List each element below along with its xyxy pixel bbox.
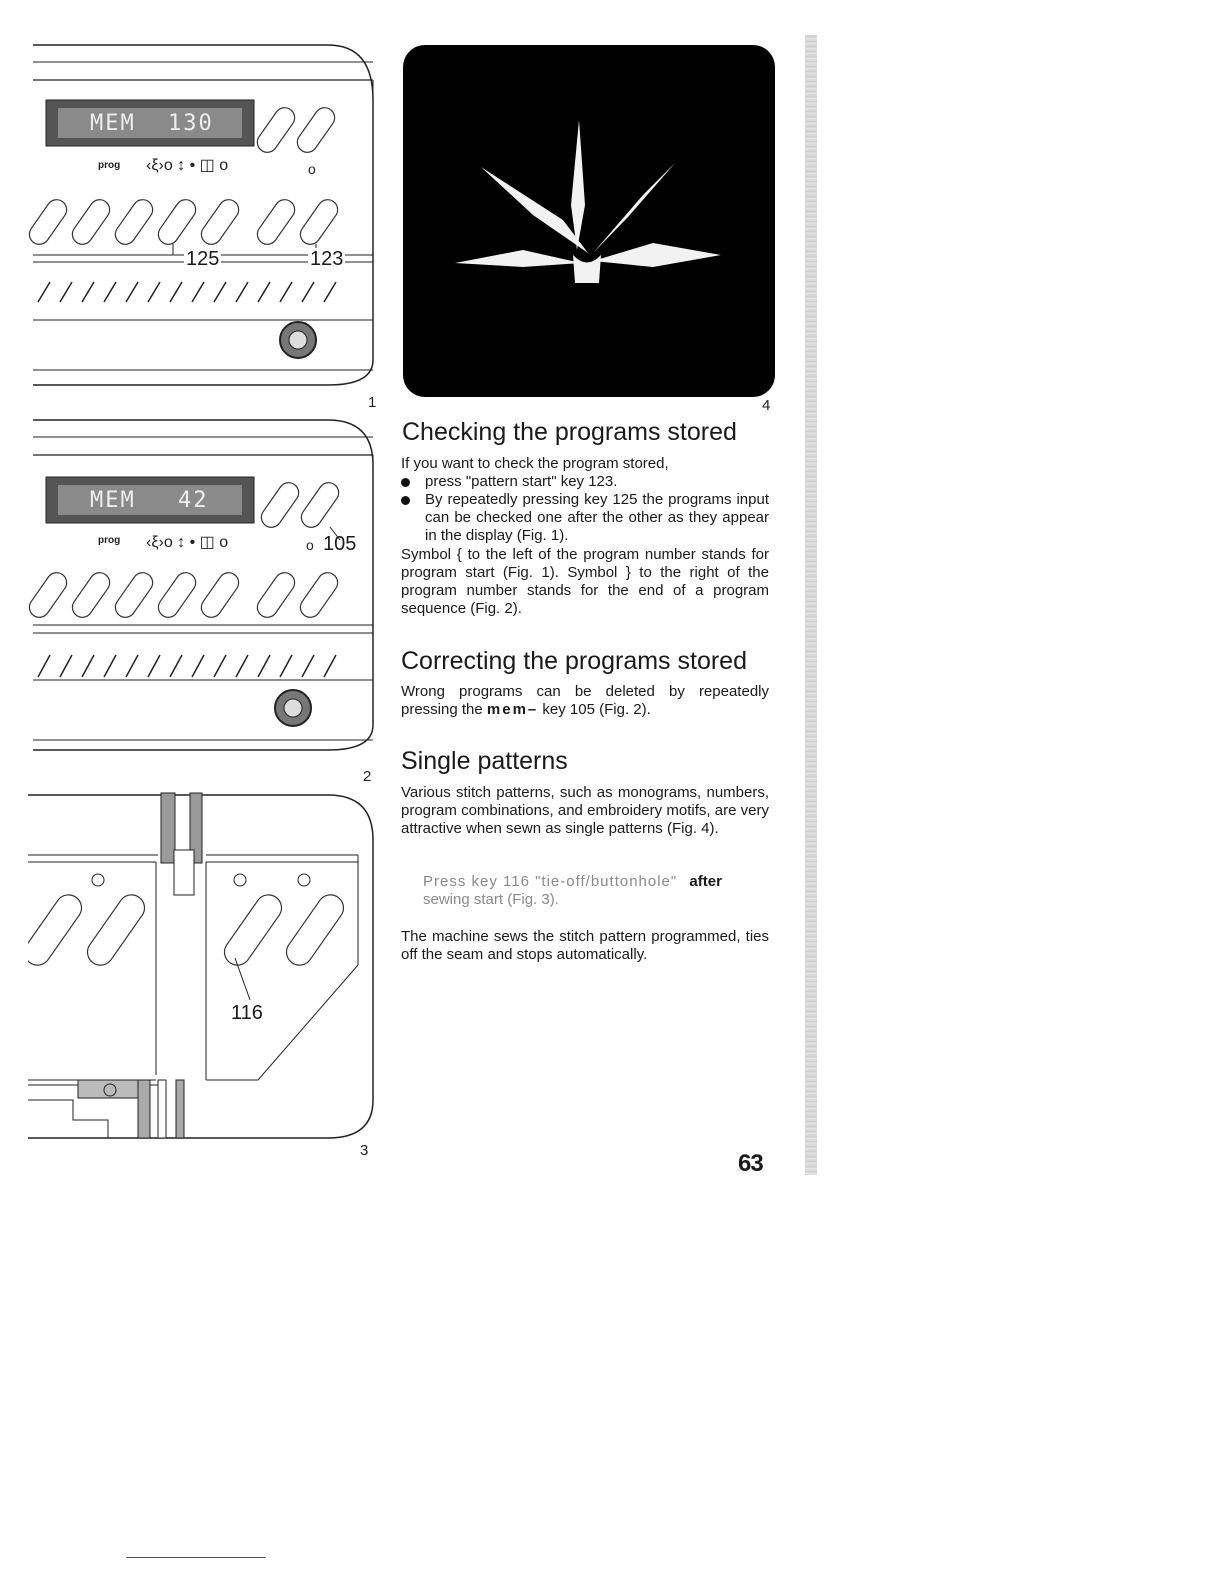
footer-rule (126, 1557, 266, 1558)
checking-intro: If you want to check the program stored, (401, 455, 669, 472)
heading-correcting: Correcting the programs stored (401, 647, 747, 675)
svg-text:prog: prog (98, 160, 121, 171)
sewing-panel-illustration-3 (28, 790, 378, 1145)
correcting-text-2: key 105 (Fig. 2). (538, 701, 651, 718)
figure-number-2: 2 (363, 768, 372, 785)
figure-3 (28, 790, 378, 1145)
correcting-body (401, 683, 769, 719)
single-result: The machine sews the stitch pattern programmed, ties off the seam and stops automatically. (401, 928, 769, 963)
display-left-text: MEM (90, 111, 136, 136)
display-right-text: 130 (168, 111, 214, 136)
bullet-dot-icon (401, 496, 410, 505)
single-body: Various stitch patterns, such as monograms, numbers, program combinations, and embroidery motifs, are very attractive when sewn as single patterns (Fig. 4). (401, 784, 769, 837)
callout-123: 123 (310, 248, 344, 270)
figure-2 (28, 415, 378, 775)
figure-1 (28, 40, 378, 395)
svg-text:o: o (308, 161, 316, 177)
heading-single-patterns: Single patterns (401, 747, 568, 775)
bullet-text: press "pattern start" key 123. (425, 473, 618, 490)
svg-text:o: o (306, 537, 314, 553)
mem-minus-key-label: mem– (486, 701, 539, 718)
svg-text:‹ξ›o ↕ • ◫ o: ‹ξ›o ↕ • ◫ o (146, 534, 229, 551)
page-edge-strip (805, 35, 817, 1175)
display-left-text: MEM (90, 488, 136, 513)
svg-text:prog: prog (98, 535, 121, 546)
figure-number-4: 4 (762, 397, 771, 414)
leaf-embroidery-motif (403, 45, 775, 397)
bullet-item (401, 491, 769, 547)
bullet-text: By repeatedly pressing key 125 the programs input can be checked one after the other as they appear in the display (Fig. 1). (425, 491, 769, 544)
sewing-panel-illustration-2 (28, 415, 378, 775)
svg-text:‹ξ›o ↕ • ◫ o: ‹ξ›o ↕ • ◫ o (146, 157, 229, 174)
single-instruction (423, 873, 767, 909)
correcting-text-1: Wrong programs can be deleted by repeatedly pressing the (401, 683, 769, 718)
instruction-faint-1: Press key 116 "tie-off/buttonhole" (423, 873, 678, 890)
display-right-text: 42 (178, 488, 209, 513)
figure-number-3: 3 (360, 1142, 369, 1159)
callout-125: 125 (186, 248, 220, 270)
checking-body: Symbol { to the left of the program number stands for program start (Fig. 1). Symbol } to the right of the program number stands for the end of a program sequence (Fig. 2). (401, 546, 769, 617)
bullet-item (401, 473, 769, 493)
heading-checking: Checking the programs stored (402, 418, 737, 446)
callout-105: 105 (323, 533, 357, 555)
callout-116: 116 (231, 1002, 263, 1024)
instruction-faint-2: sewing start (Fig. 3). (423, 891, 559, 908)
sewing-panel-illustration-1 (28, 40, 378, 395)
instruction-after: after (689, 873, 722, 890)
figure-4-embroidery-photo (403, 45, 775, 397)
figure-number-1: 1 (368, 394, 377, 411)
bullet-dot-icon (401, 478, 410, 487)
page-number: 63 (738, 1150, 763, 1177)
